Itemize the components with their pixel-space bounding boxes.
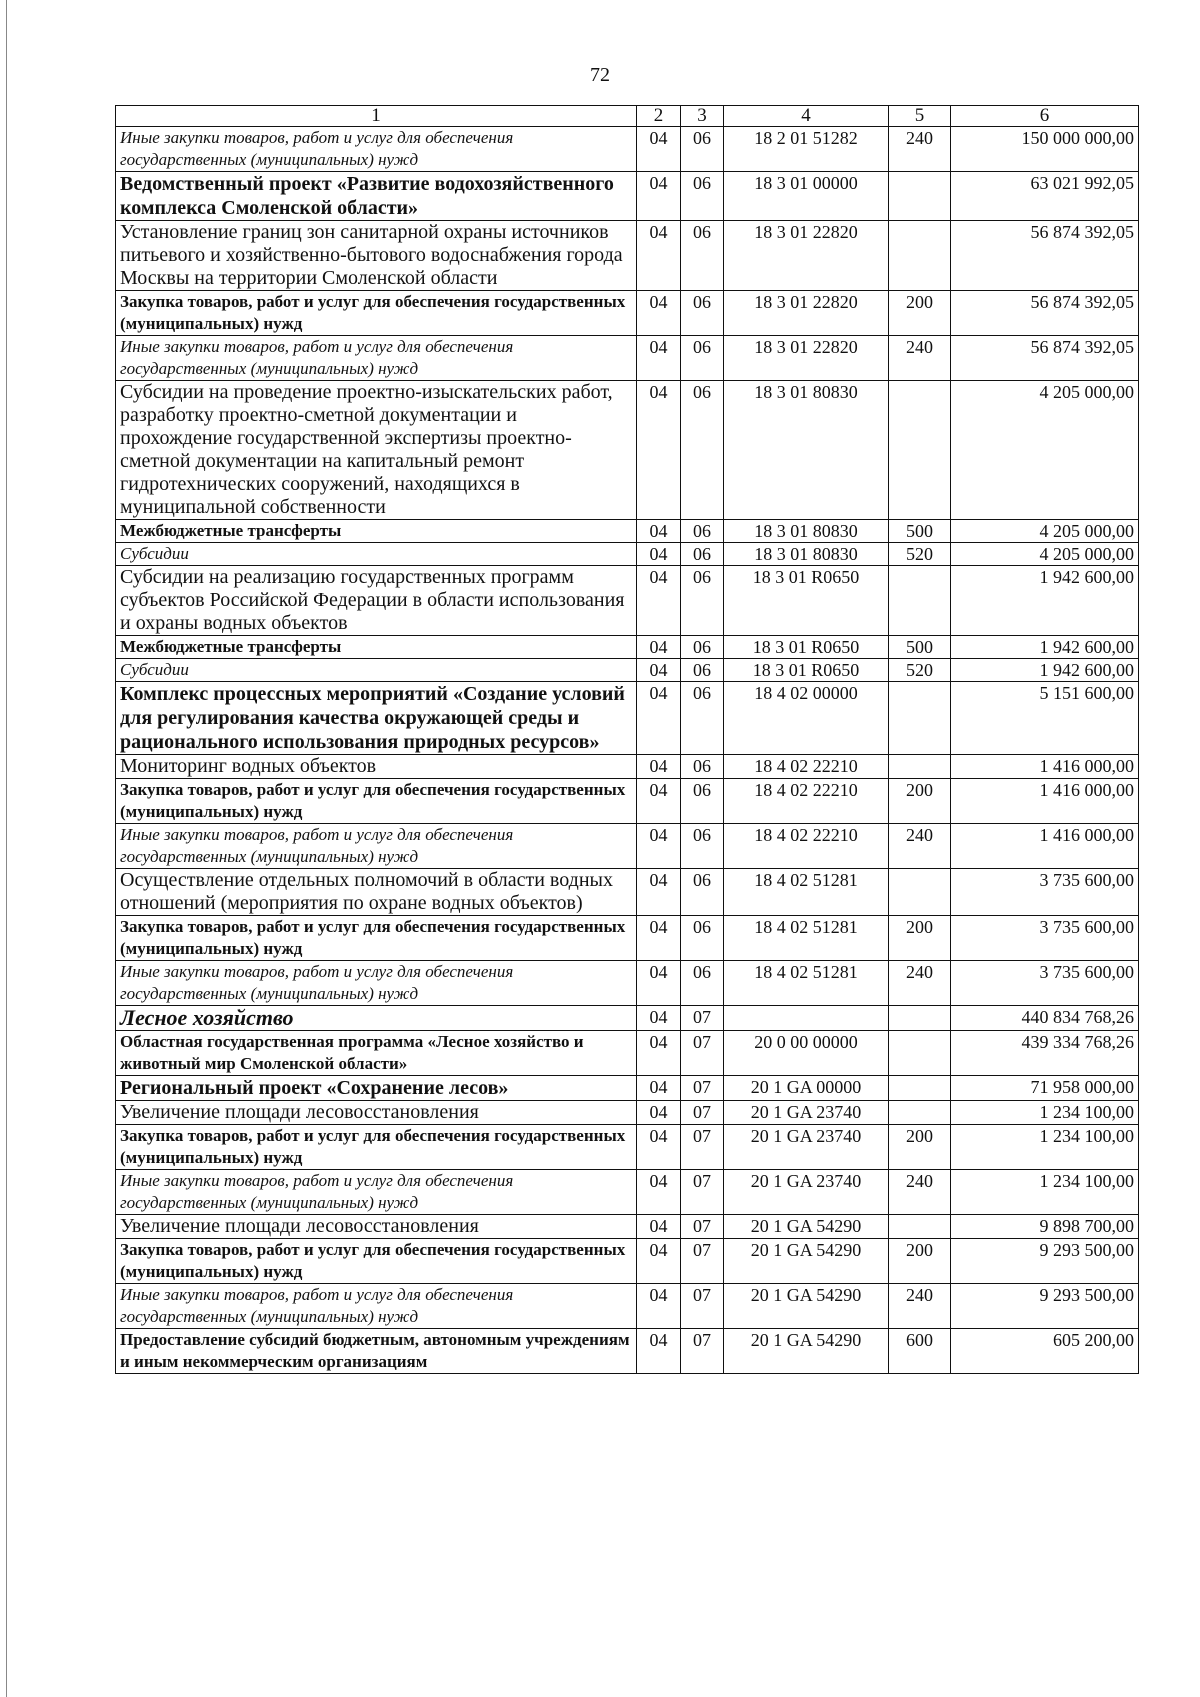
expense-type-code: 240 [889,336,951,381]
target-article-code: 20 0 00 00000 [724,1031,889,1076]
subsection-code: 06 [681,916,724,961]
expense-type-code [889,221,951,291]
table-row [116,1329,1139,1374]
target-article-code: 18 3 01 80830 [724,381,889,520]
section-code: 04 [637,779,681,824]
target-article-code: 18 4 02 22210 [724,824,889,869]
subsection-code: 07 [681,1076,724,1101]
row-name: Мониторинг водных объектов [116,755,637,779]
section-code: 04 [637,127,681,172]
row-name: Иные закупки товаров, работ и услуг для обеспечения государственных (муниципальных) нужд [116,336,637,381]
expense-type-code: 600 [889,1329,951,1374]
table-row [116,381,1139,520]
expense-type-code: 240 [889,961,951,1006]
target-article-code: 18 3 01 22820 [724,221,889,291]
amount: 1 416 000,00 [951,824,1139,869]
table-row [116,172,1139,221]
amount: 1 942 600,00 [951,566,1139,636]
amount: 3 735 600,00 [951,869,1139,916]
amount: 5 151 600,00 [951,682,1139,755]
page-number: 72 [590,64,610,86]
table-row [116,520,1139,543]
target-article-code [724,1006,889,1031]
section-code: 04 [637,636,681,659]
table-row [116,682,1139,755]
expense-type-code: 200 [889,779,951,824]
target-article-code: 20 1 GA 23740 [724,1101,889,1125]
amount: 150 000 000,00 [951,127,1139,172]
amount: 439 334 768,26 [951,1031,1139,1076]
table-row [116,127,1139,172]
target-article-code: 20 1 GA 54290 [724,1284,889,1329]
expense-type-code [889,1031,951,1076]
target-article-code: 18 4 02 51281 [724,916,889,961]
table-row [116,779,1139,824]
subsection-code: 06 [681,172,724,221]
subsection-code: 06 [681,961,724,1006]
section-code: 04 [637,659,681,682]
subsection-code: 06 [681,221,724,291]
row-name: Предоставление субсидий бюджетным, автономным учреждениям и иным некоммерческим организациям [116,1329,637,1374]
target-article-code: 20 1 GA 23740 [724,1170,889,1215]
row-name: Осуществление отдельных полномочий в области водных отношений (мероприятия по охране водных объектов) [116,869,637,916]
table-row [116,755,1139,779]
expense-type-code: 240 [889,1284,951,1329]
expense-type-code: 500 [889,520,951,543]
table-row [116,566,1139,636]
expense-type-code: 500 [889,636,951,659]
section-code: 04 [637,1101,681,1125]
column-header: 1 [116,106,637,127]
expense-type-code [889,869,951,916]
amount: 1 942 600,00 [951,636,1139,659]
section-code: 04 [637,1006,681,1031]
subsection-code: 07 [681,1170,724,1215]
target-article-code: 18 3 01 80830 [724,543,889,566]
section-code: 04 [637,682,681,755]
subsection-code: 06 [681,291,724,336]
amount: 1 416 000,00 [951,755,1139,779]
subsection-code: 06 [681,381,724,520]
section-code: 04 [637,1170,681,1215]
subsection-code: 06 [681,636,724,659]
subsection-code: 07 [681,1284,724,1329]
amount: 1 416 000,00 [951,779,1139,824]
subsection-code: 06 [681,682,724,755]
amount: 4 205 000,00 [951,520,1139,543]
target-article-code: 18 3 01 00000 [724,172,889,221]
column-header: 5 [889,106,951,127]
column-header: 2 [637,106,681,127]
target-article-code: 18 4 02 22210 [724,779,889,824]
column-header: 3 [681,106,724,127]
subsection-code: 07 [681,1125,724,1170]
row-name: Субсидии [116,543,637,566]
section-code: 04 [637,916,681,961]
amount: 9 293 500,00 [951,1239,1139,1284]
target-article-code: 18 4 02 00000 [724,682,889,755]
row-name: Закупка товаров, работ и услуг для обеспечения государственных (муниципальных) нужд [116,779,637,824]
section-code: 04 [637,1239,681,1284]
table-row [116,291,1139,336]
section-code: 04 [637,381,681,520]
expense-type-code [889,682,951,755]
subsection-code: 06 [681,824,724,869]
amount: 1 234 100,00 [951,1101,1139,1125]
column-header: 6 [951,106,1139,127]
target-article-code: 18 3 01 22820 [724,336,889,381]
expense-type-code [889,1215,951,1239]
amount: 4 205 000,00 [951,543,1139,566]
column-header: 4 [724,106,889,127]
amount: 1 234 100,00 [951,1170,1139,1215]
table-row [116,869,1139,916]
row-name: Закупка товаров, работ и услуг для обеспечения государственных (муниципальных) нужд [116,1239,637,1284]
expense-type-code [889,755,951,779]
expense-type-code: 240 [889,824,951,869]
target-article-code: 18 3 01 R0650 [724,659,889,682]
amount: 1 942 600,00 [951,659,1139,682]
expense-type-code: 520 [889,659,951,682]
subsection-code: 06 [681,566,724,636]
target-article-code: 20 1 GA 23740 [724,1125,889,1170]
table-row [116,1031,1139,1076]
table-header-row [116,106,1139,127]
section-code: 04 [637,520,681,543]
section-code: 04 [637,1215,681,1239]
subsection-code: 07 [681,1031,724,1076]
amount: 1 234 100,00 [951,1125,1139,1170]
expense-type-code [889,1101,951,1125]
section-code: 04 [637,755,681,779]
expense-type-code: 200 [889,1239,951,1284]
amount: 605 200,00 [951,1329,1139,1374]
target-article-code: 18 3 01 80830 [724,520,889,543]
table-row [116,336,1139,381]
row-name: Иные закупки товаров, работ и услуг для обеспечения государственных (муниципальных) нужд [116,1170,637,1215]
amount: 3 735 600,00 [951,961,1139,1006]
target-article-code: 18 3 01 22820 [724,291,889,336]
amount: 56 874 392,05 [951,336,1139,381]
expense-type-code [889,1006,951,1031]
row-name: Субсидии [116,659,637,682]
section-code: 04 [637,961,681,1006]
expense-type-code: 200 [889,1125,951,1170]
target-article-code: 18 3 01 R0650 [724,566,889,636]
target-article-code: 18 4 02 51281 [724,961,889,1006]
table-row [116,1101,1139,1125]
row-name: Комплекс процессных мероприятий «Создание условий для регулирования качества окружающей среды и рационального использования природных ресурсов» [116,682,637,755]
amount: 440 834 768,26 [951,1006,1139,1031]
row-name: Субсидии на проведение проектно-изыскательских работ, разработку проектно-сметной документации и прохождение государственной экспертизы проектно-сметной документации на капитальный ремонт гидротехнических сооружений, находящихся в муниципальной собственности [116,381,637,520]
page-margin-line [6,0,7,1697]
subsection-code: 06 [681,755,724,779]
amount: 9 898 700,00 [951,1215,1139,1239]
section-code: 04 [637,1076,681,1101]
section-code: 04 [637,291,681,336]
row-name: Увеличение площади лесовосстановления [116,1101,637,1125]
section-code: 04 [637,1125,681,1170]
row-name: Межбюджетные трансферты [116,636,637,659]
subsection-code: 06 [681,659,724,682]
subsection-code: 06 [681,543,724,566]
row-name: Закупка товаров, работ и услуг для обеспечения государственных (муниципальных) нужд [116,291,637,336]
section-code: 04 [637,221,681,291]
amount: 56 874 392,05 [951,221,1139,291]
row-name: Лесное хозяйство [116,1006,637,1031]
amount: 63 021 992,05 [951,172,1139,221]
subsection-code: 07 [681,1101,724,1125]
amount: 3 735 600,00 [951,916,1139,961]
subsection-code: 07 [681,1239,724,1284]
subsection-code: 07 [681,1215,724,1239]
target-article-code: 18 4 02 51281 [724,869,889,916]
row-name: Иные закупки товаров, работ и услуг для обеспечения государственных (муниципальных) нужд [116,824,637,869]
expense-type-code: 200 [889,291,951,336]
expense-type-code [889,172,951,221]
table-row [116,1006,1139,1031]
subsection-code: 06 [681,779,724,824]
expense-type-code [889,1076,951,1101]
table-row [116,221,1139,291]
table-row [116,1076,1139,1101]
table-row [116,636,1139,659]
amount: 4 205 000,00 [951,381,1139,520]
row-name: Ведомственный проект «Развитие водохозяйственного комплекса Смоленской области» [116,172,637,221]
row-name: Межбюджетные трансферты [116,520,637,543]
subsection-code: 07 [681,1329,724,1374]
expense-type-code [889,566,951,636]
row-name: Закупка товаров, работ и услуг для обеспечения государственных (муниципальных) нужд [116,1125,637,1170]
table-row [116,1170,1139,1215]
table-row [116,1125,1139,1170]
table-row [116,824,1139,869]
row-name: Иные закупки товаров, работ и услуг для обеспечения государственных (муниципальных) нужд [116,1284,637,1329]
row-name: Закупка товаров, работ и услуг для обеспечения государственных (муниципальных) нужд [116,916,637,961]
section-code: 04 [637,869,681,916]
section-code: 04 [637,1329,681,1374]
row-name: Областная государственная программа «Лесное хозяйство и животный мир Смоленской области» [116,1031,637,1076]
subsection-code: 07 [681,1006,724,1031]
target-article-code: 18 2 01 51282 [724,127,889,172]
section-code: 04 [637,824,681,869]
budget-table [115,105,1139,1374]
row-name: Установление границ зон санитарной охраны источников питьевого и хозяйственно-бытового водоснабжения города Москвы на территории Смоленской области [116,221,637,291]
expense-type-code: 200 [889,916,951,961]
table-row [116,543,1139,566]
table-row [116,1215,1139,1239]
amount: 71 958 000,00 [951,1076,1139,1101]
target-article-code: 20 1 GA 54290 [724,1329,889,1374]
subsection-code: 06 [681,336,724,381]
amount: 9 293 500,00 [951,1284,1139,1329]
target-article-code: 20 1 GA 00000 [724,1076,889,1101]
table-row [116,1239,1139,1284]
expense-type-code: 240 [889,1170,951,1215]
target-article-code: 20 1 GA 54290 [724,1215,889,1239]
expense-type-code [889,381,951,520]
amount: 56 874 392,05 [951,291,1139,336]
row-name: Иные закупки товаров, работ и услуг для обеспечения государственных (муниципальных) нужд [116,127,637,172]
subsection-code: 06 [681,869,724,916]
target-article-code: 20 1 GA 54290 [724,1239,889,1284]
target-article-code: 18 3 01 R0650 [724,636,889,659]
section-code: 04 [637,172,681,221]
row-name: Субсидии на реализацию государственных программ субъектов Российской Федерации в области использования и охраны водных объектов [116,566,637,636]
target-article-code: 18 4 02 22210 [724,755,889,779]
section-code: 04 [637,566,681,636]
table-row [116,961,1139,1006]
table-row [116,916,1139,961]
section-code: 04 [637,543,681,566]
expense-type-code: 520 [889,543,951,566]
table-body [116,127,1139,1374]
subsection-code: 06 [681,520,724,543]
row-name: Региональный проект «Сохранение лесов» [116,1076,637,1101]
section-code: 04 [637,1031,681,1076]
table-row [116,659,1139,682]
table-row [116,1284,1139,1329]
subsection-code: 06 [681,127,724,172]
row-name: Иные закупки товаров, работ и услуг для обеспечения государственных (муниципальных) нужд [116,961,637,1006]
section-code: 04 [637,336,681,381]
expense-type-code: 240 [889,127,951,172]
section-code: 04 [637,1284,681,1329]
row-name: Увеличение площади лесовосстановления [116,1215,637,1239]
